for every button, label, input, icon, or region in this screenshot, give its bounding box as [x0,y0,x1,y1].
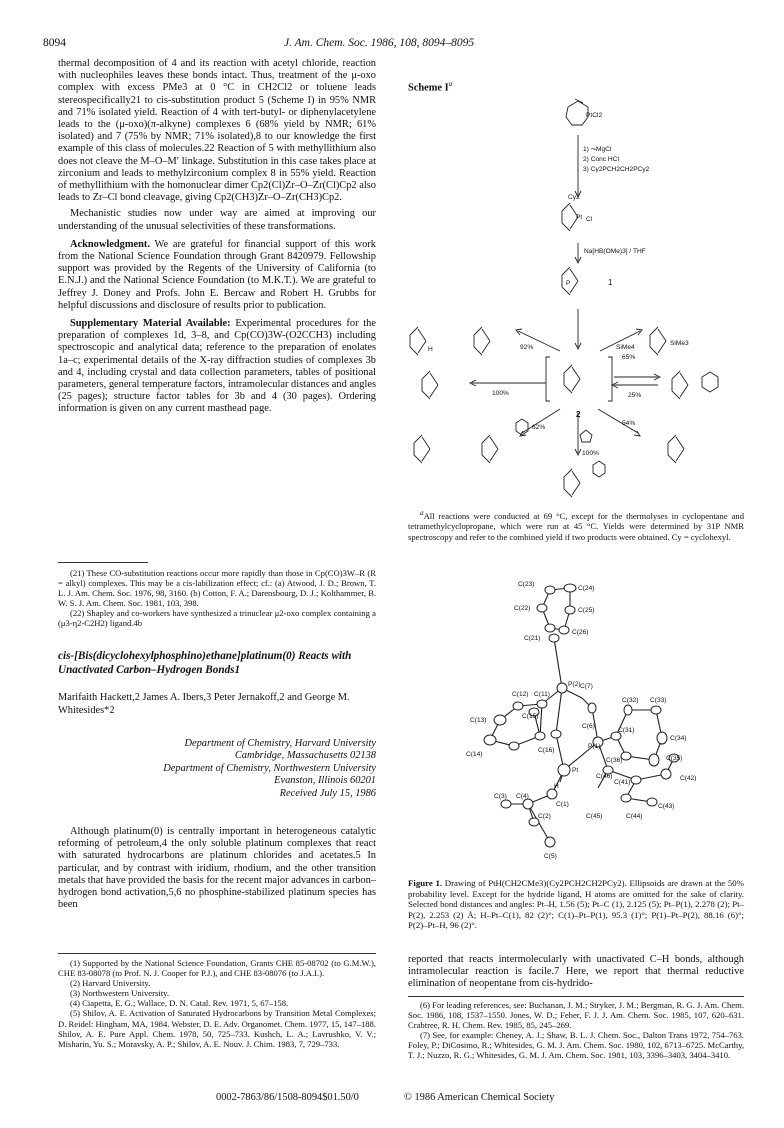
scheme-footnote-text: All reactions were conducted at 69 °C, except for the thermolyses in cyclopentane and tetramethylcyclopropane, which were run at 45 °C. Yields were determined by 31P NMR spectroscopy and refer to the combined yield if two products were obtained. Cy = cyclohexyl. [408,510,744,542]
footnote: (1) Supported by the National Science Foundation, Grants CHE 85-08702 (to G.M.W.), CHE 83-08078 (to Prof. N. J. Cooper for P.J.), and CHE 83-08076 (to J.A.I.). [58,958,376,979]
atom-label: C(44) [626,813,643,820]
body-text-right [408,954,744,995]
scheme-label-step1: 1) ⤳MgCl [583,146,612,153]
scheme-title-text: Scheme I [408,82,449,94]
paragraph-continuation: thermal decomposition of 4 and its reaction with acetyl chloride, reaction with nucleophiles leaves these bonds intact. Thus, treatment of the μ-oxo complex with excess PMe3 at 0 °C in CH2Cl2 or toluene leads stereospecifically21 to cis-substitution product 5 (Scheme I) in 95% NMR and 71% isolated yield. Reaction of 4 with tert-butyl- or diphenylacetylene leads to the (μ-oxo)(π-alkyne) complexes 6 (68% yield by NMR; 61% isolated) and 7 (75% by NMR; 71% isolated),8 to our knowledge the first example of this class of molecules.22 Reaction of 5 with methyllithium also does not cleave the M–O–M′ linkage. Substitution in this case takes place at zirconium and leads to methylzirconium complex 8 in 55% yield. Reaction of methyllithium with the homonuclear dimer Cp2(Cl)Zr–O–Zr(Cl)Cp2 also leads to Zr–Cl bond cleavage, giving Cp2(CH3)Zr–O–Zr(CH3)Cp2. [58,58,376,204]
atom-label: C(1) [556,801,569,808]
footnote: (4) Ciapetta, E. G.; Wallace, D. N. Catal. Rev. 1971, 5, 67–158. [70,998,289,1009]
scheme-label-reagent: Na[HB(OMe)3] / THF [584,248,646,255]
affiliation-line: Department of Chemistry, Harvard University [184,738,376,749]
atom-label: C(7) [580,683,593,690]
scheme-label-p: P [566,280,571,287]
atom-label: C(34) [670,735,687,742]
footnote-rule [58,562,148,563]
atom-label: H [554,783,559,790]
atom-label: C(5) [544,853,557,860]
scheme-label-sime4: SiMe4 [616,344,635,351]
footer-code: 0002-7863/86/1508-8094$01.50/0 [216,1092,359,1103]
atom-label: C(46) [596,773,613,780]
scheme-title [408,80,452,93]
footnotes-top [58,568,376,629]
atom-label: C(26) [572,629,589,636]
ack-heading: Acknowledgment. [70,238,150,250]
atom-label: C(14) [466,751,483,758]
atom-label: C(35) [666,755,683,762]
atom-label: C(4) [516,793,529,800]
atom-label: P(2) [568,681,581,688]
scheme-diagram [400,95,740,505]
atom-label: C(22) [514,605,531,612]
atom-label: C(33) [650,697,667,704]
affiliations [58,738,376,800]
footnote-rule [58,953,376,954]
scheme-footnote-marker: a [420,509,424,517]
supplementary-material [58,318,376,416]
scheme-label-sime3: SiMe3 [670,340,689,347]
affiliation-line: Department of Chemistry, Northwestern University [163,762,376,774]
atom-label: C(11) [534,691,550,698]
scheme-label-54: 54% [622,420,636,427]
scheme-label-25: 25% [628,392,642,399]
author-list: Marifaith Hackett,2 James A. Ibers,3 Peter Jernakoff,2 and George M. Whitesides*2 [58,692,350,716]
ack-text: We are grateful for financial support of this work from the National Science Foundation through Grant 8420979. Fellowship support was provided by the Regents of the University of California (to E.N.J.) and the National Science Foundation (to M.K.T.). We are grateful to Jeffrey J. Doney and Profs. John E. Bercaw and Robert H. Grubbs for helpful discussions and disclosure of results prior to publication. [58,238,376,311]
paragraph-intro: Although platinum(0) is centrally important in heterogeneous catalytic reforming of petroleum,4 the only soluble platinum complexes that react with saturated hydrocarbons are platinum chlorides and acetates.5 In particular, and by contrast with iridium, rhodium, and the other transition metals that have provided the basis for the recent major advances in carbon–hydrogen bond activation,5,6 no phosphine-stabilized platinum species has been [58,826,376,911]
scheme-label-h: H [428,346,433,353]
atom-label: C(21) [524,635,541,642]
ortep-figure [430,560,730,860]
supp-heading: Supplementary Material Available: [70,318,231,330]
paragraph-mechanistic: Mechanistic studies now under way are aimed at improving our understanding of the unusual selectivities of these transformations. [58,208,376,232]
atom-label: C(6) [582,723,595,730]
scheme-label-100b: 100% [582,450,599,457]
scheme-label-pt: Pt [576,214,583,221]
atom-label: C(45) [586,813,603,820]
atom-label: C(15) [522,713,539,720]
body-text-left [58,826,376,915]
scheme-label-92: 92% [520,344,534,351]
scheme-label-step2: 2) Conc HCl [583,156,619,163]
footnote: (5) Shilov, A. E. Activation of Saturated Hydrocarbons by Transition Metal Complexes; D. Reidel: Hingham, MA, 1984. Webster, D. E. Adv. Organomet. Chem. 1977, 15, 147–188. Shilov, A. E. Pure Appl. Chem. 1978, 50, 725–733. Kushch, L. A.; Lavrushko, V. V.; Misharin, Yu. S.; Moravsky, A. P.; Shilov, A. E. Nouv. J. Chim. 1983, 7, 729–733. [58,1008,376,1049]
affiliation-line: Evanston, Illinois 60201 [274,775,376,787]
footer-copyright: © 1986 American Chemical Society [404,1092,555,1103]
atom-label: C(32) [622,697,639,704]
scheme-label-65: 65% [622,354,636,361]
scheme-label-step3: 3) Cy2PCH2CH2PCy2 [583,166,650,173]
figure-caption-label: Figure 1. [408,878,443,888]
scheme-label-compound-1: 1 [608,278,613,287]
scheme-label-cy2: Cy2 [568,194,580,201]
atom-label: C(16) [538,747,555,754]
figure-caption-text: Drawing of PtH(CH2CMe3)(Cy2PCH2CH2PCy2). Ellipsoids are drawn at the 50% probability level. Except for the hydride ligand, H atoms are omitted for the sake of clarity. Selected bond distances and angles: Pt–H, 1.56 (5); Pt–C (1), 2.125 (5); Pt–P(1), 2.278 (2); Pt–P(2), 2.253 (2) Å; H–Pt–C(1), 82 (2)°; C(1)–Pt–P(1), 95.3 (1)°; P(1)–Pt–P(2), 88.16 (6)°; P(2)–Pt–H, 96 (2)°. [408,878,745,931]
footnote-rule [408,996,744,997]
scheme-footnote [408,508,744,542]
atom-label: C(24) [578,585,595,592]
figure-caption [408,878,744,931]
page-number: 8094 [43,37,66,49]
scheme-label-cl: Cl [586,216,593,223]
footnote-21: (21) These CO-substitution reactions occur more rapidly than those in Cp(CO)3W–R (R = alkyl) complexes. This may be a cis-labilization effect; cf.: (a) Atwood, J. D.; Brown, T. L. J. Am. Chem. Soc. 1976, 98, 3160. (b) Cotton, F. A.; Darensbourg, D. J.; Kolthammer, B. W. S. J. Am. Chem. Soc. 1981, 103, 398. [58,568,376,609]
paragraph-continuation-right: reported that reacts intermolecularly with unactivated C–H bonds, although intramolecular reaction is facile.7 Here, we report that thermal reductive elimination of neopentane from cis-hydrido- [408,954,744,990]
footnote-22: (22) Shapley and co-workers have synthesized a trinuclear μ2-oxo complex containing a (μ3-η2-C2H2) ligand.4b [58,608,376,629]
scheme-label-100a: 100% [492,390,509,397]
scheme-title-sup: a [448,80,453,88]
atom-label: C(41) [614,779,631,786]
atom-label: P(1) [588,743,601,750]
footnote: (3) Northwestern University. [70,988,169,999]
affiliation-line: Cambridge, Massachusetts 02138 [234,750,376,762]
atom-label: C(42) [680,775,697,782]
atom-label: C(31) [618,727,635,734]
atom-label: C(25) [578,607,595,614]
atom-label: C(12) [512,691,529,698]
article-title: cis-[Bis(dicyclohexylphosphino)ethane]platinum(0) Reacts with Unactivated Carbon–Hydrogen Bonds1 [58,650,352,676]
received-date: Received July 15, 1986 [279,787,376,799]
footnote: (6) For leading references, see: Buchanan, J. M.; Stryker, J. M.; Bergman, R. G. J. Am. Chem. Soc. 1986, 108, 1537–1550. Jones, W. D.; Feher, F. J. J. Am. Chem. Soc. 1985, 107, 620–631. Crabtree, R. H. Chem. Rev. 1985, 85, 245–269. [408,1000,744,1031]
atom-label: C(23) [518,581,535,588]
atom-label: C(3) [494,793,507,800]
cod-ring [566,101,588,125]
scheme-label-62: 62% [532,424,546,431]
atom-label: C(2) [538,813,551,820]
running-header: J. Am. Chem. Soc. 1986, 108, 8094–8095 [284,37,475,49]
left-column [58,58,376,420]
acknowledgment [58,239,376,312]
scheme-label-compound-2: 2 [576,410,581,419]
footnotes-right [408,1000,744,1061]
scheme-label-ptcl2: PtCl2 [586,112,603,119]
atom-label: C(43) [658,803,675,810]
footnote: (2) Harvard University. [70,978,151,989]
footnote: (7) See, for example: Cheney, A. J.; Shaw, B. L. J. Chem. Soc., Dalton Trans 1972, 754–763. Foley, P.; DiCosimo, R.; Whitesides, G. M. J. Am. Chem. Soc. 1980, 102, 6713–6725. McCarthy, T. J.; Nuzzo, R. G.; Whitesides, G. M. J. Am. Chem. Soc. 1981, 103, 3396–3403, 3404–3410. [408,1030,744,1061]
supp-text: Experimental procedures for the preparation of complexes 1d, 3–8, and Cp(CO)3W-(O2CCH3) including spectroscopic and analytical data; reference to the preparation of enolates 1a–c; experimental details of the X-ray diffraction studies of complexes 3b and 4, including crystal and data collection parameters, tables of positional parameters, general temperature factors, intramolecular distances and angles (25 pages); structure factor tables for 3b and 4 (30 pages). Ordering information is given on any current masthead page. [58,318,376,415]
atom-label: Pt [572,767,579,774]
atom-label: C(36) [606,757,623,764]
footnotes-bottom [58,958,376,1049]
atom-label: C(13) [470,717,487,724]
